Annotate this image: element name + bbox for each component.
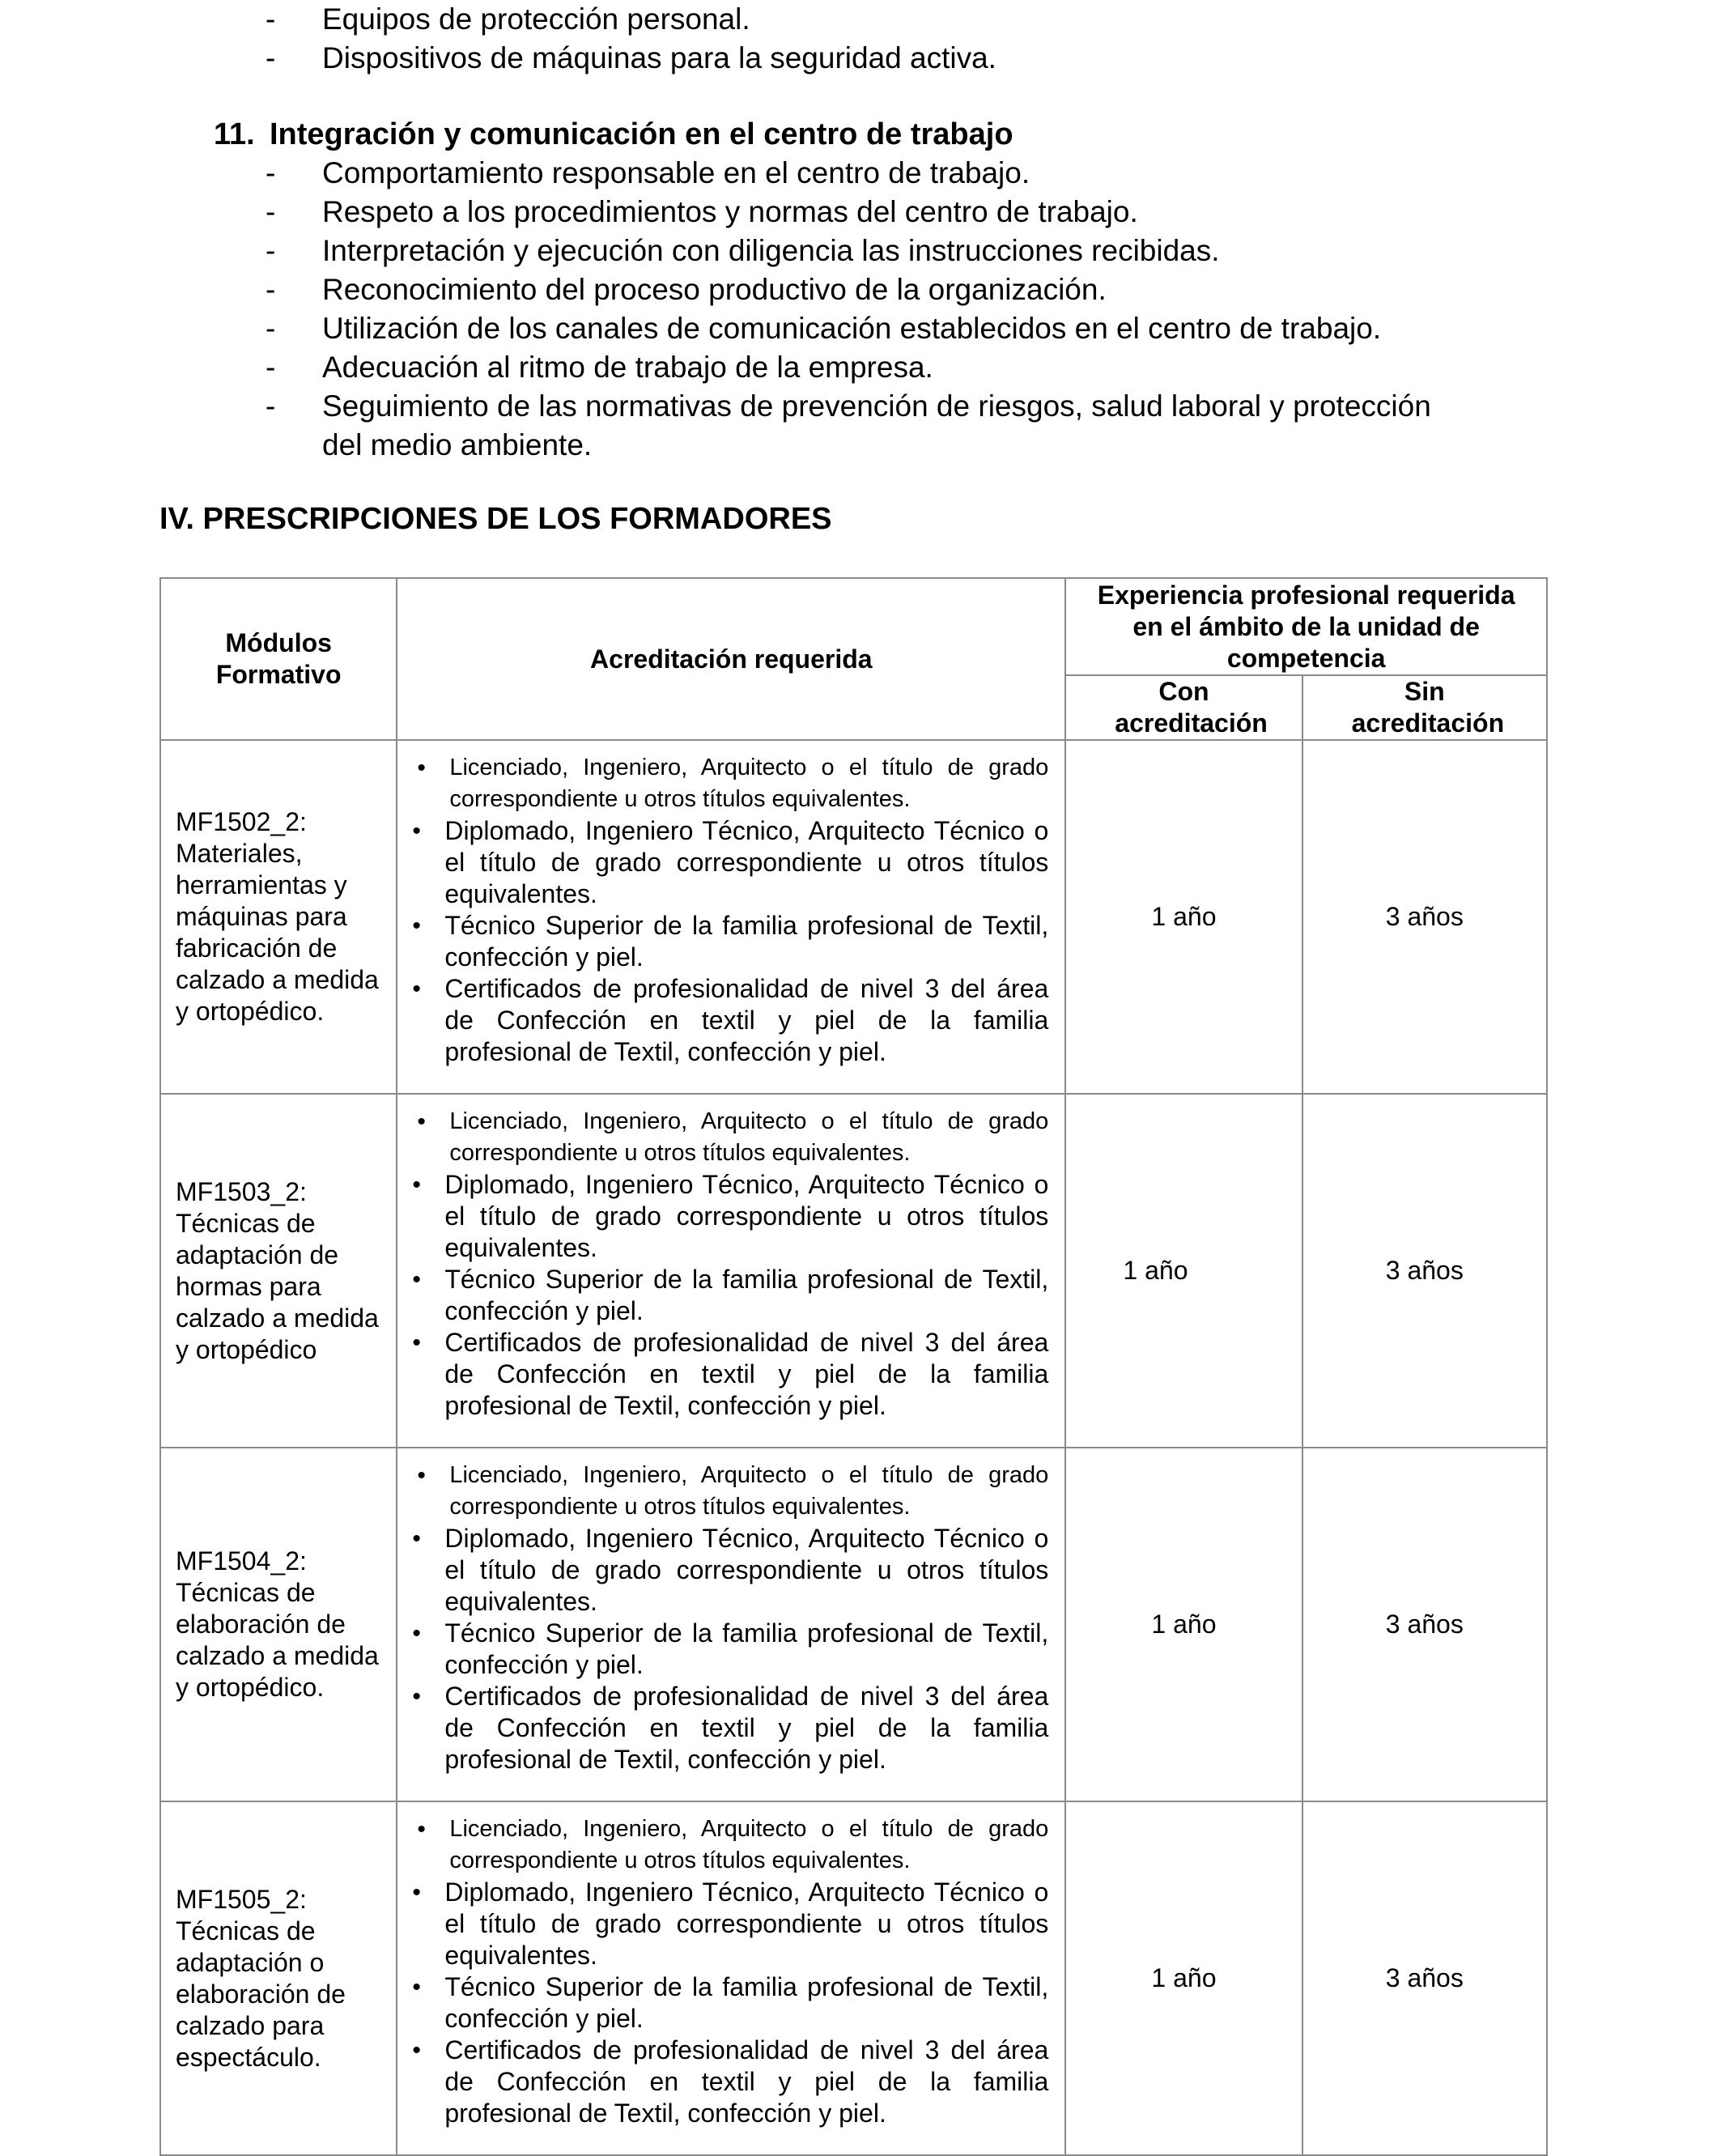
section-11-heading (214, 115, 1013, 154)
header-experiencia: Experiencia profesional requerida en el ámbito de la unidad de competencia (1065, 578, 1547, 675)
bullet-marker: • (412, 1525, 421, 1552)
table-row (160, 1801, 1547, 2155)
modulo-cell: MF1504_2: Técnicas de elaboración de calzado a medida y ortopédico. (160, 1448, 397, 1801)
acreditacion-list (409, 1106, 1048, 1422)
dash-marker: - (266, 273, 276, 306)
list-item: • Certificados de profesionalidad de nivel 3 del área de Confección en textil y piel de la familia profesional de Textil, confección y piel. (412, 1682, 1049, 1774)
list-item: • Diplomado, Ingeniero Técnico, Arquitecto Técnico o el título de grado correspondiente u otros títulos equivalentes. (412, 816, 1049, 908)
header-modulos: Módulos Formativo (160, 578, 397, 740)
list-item: - Utilización de los canales de comunicación establecidos en el centro de trabajo. (266, 309, 1447, 348)
dash-marker: - (266, 195, 276, 228)
acreditacion-cell (397, 1448, 1065, 1801)
dash-marker: - (266, 389, 276, 423)
dash-marker: - (266, 2, 276, 36)
list-item: • Certificados de profesionalidad de nivel 3 del área de Confección en textil y piel de la familia profesional de Textil, confección y piel. (412, 974, 1049, 1066)
table-header-row (160, 578, 1547, 675)
con-acreditacion-value: 1 año (1065, 1448, 1302, 1801)
sin-acreditacion-value: 3 años (1302, 1801, 1547, 2155)
list-item: - Seguimiento de las normativas de prevención de riesgos, salud laboral y protección del medio ambiente. (266, 387, 1447, 465)
con-acreditacion-value: 1 año (1065, 740, 1302, 1094)
top-dash-list (266, 0, 996, 78)
table-row (160, 1094, 1547, 1448)
list-item: - Dispositivos de máquinas para la seguridad activa. (266, 39, 996, 78)
section-11-list (266, 154, 1447, 465)
list-item: • Licenciado, Ingeniero, Arquitecto o el título de grado correspondiente u otros títulos equivalentes. (409, 752, 1048, 815)
list-item: - Reconocimiento del proceso productivo de la organización. (266, 270, 1447, 309)
bullet-marker: • (412, 912, 421, 939)
list-item: - Adecuación al ritmo de trabajo de la empresa. (266, 348, 1447, 387)
bullet-marker: • (417, 1108, 426, 1135)
bullet-marker: • (412, 1620, 421, 1647)
bullet-marker: • (412, 1974, 421, 2001)
bullet-marker: • (412, 1329, 421, 1356)
bullet-marker: • (412, 2037, 421, 2064)
sin-acreditacion-value: 3 años (1302, 1094, 1547, 1448)
list-item: • Certificados de profesionalidad de nivel 3 del área de Confección en textil y piel de la familia profesional de Textil, confección y piel. (412, 1328, 1049, 1420)
list-item: • Técnico Superior de la familia profesional de Textil, confección y piel. (412, 1618, 1049, 1679)
list-item: • Licenciado, Ingeniero, Arquitecto o el título de grado correspondiente u otros títulos equivalentes. (409, 1814, 1048, 1877)
bullet-marker: • (412, 818, 421, 844)
list-item: • Técnico Superior de la familia profesional de Textil, confección y piel. (412, 1265, 1049, 1325)
header-con-acreditacion: Con acreditación (1065, 675, 1302, 740)
dash-marker: - (266, 312, 276, 345)
table-row (160, 1448, 1547, 1801)
sin-acreditacion-value: 3 años (1302, 1448, 1547, 1801)
sin-acreditacion-value: 3 años (1302, 740, 1547, 1094)
acreditacion-cell (397, 1094, 1065, 1448)
modulo-cell: MF1503_2: Técnicas de adaptación de hormas para calzado a medida y ortopédico (160, 1094, 397, 1448)
list-item: • Diplomado, Ingeniero Técnico, Arquitecto Técnico o el título de grado correspondiente u otros títulos equivalentes. (412, 1524, 1049, 1616)
acreditacion-list (409, 1814, 1048, 2129)
list-item: - Equipos de protección personal. (266, 0, 996, 39)
header-acreditacion: Acreditación requerida (397, 578, 1065, 740)
list-item: • Diplomado, Ingeniero Técnico, Arquitecto Técnico o el título de grado correspondiente u otros títulos equivalentes. (412, 1170, 1049, 1262)
bullet-marker: • (412, 1879, 421, 1906)
table-row (160, 740, 1547, 1094)
acreditacion-cell (397, 740, 1065, 1094)
bullet-marker: • (417, 1816, 426, 1843)
section-iv-heading: IV. PRESCRIPCIONES DE LOS FORMADORES (159, 502, 832, 536)
list-item: • Licenciado, Ingeniero, Arquitecto o el título de grado correspondiente u otros títulos equivalentes. (409, 1460, 1048, 1523)
bullet-marker: • (417, 1462, 426, 1489)
list-item: • Diplomado, Ingeniero Técnico, Arquitecto Técnico o el título de grado correspondiente u otros títulos equivalentes. (412, 1877, 1049, 1970)
section-title: Integración y comunicación en el centro de trabajo (270, 117, 1013, 151)
dash-marker: - (266, 156, 276, 189)
list-item: • Técnico Superior de la familia profesional de Textil, confección y piel. (412, 911, 1049, 972)
dash-marker: - (266, 351, 276, 384)
modulo-cell: MF1502_2: Materiales, herramientas y máquinas para fabricación de calzado a medida y ortopédico. (160, 740, 397, 1094)
bullet-marker: • (412, 1266, 421, 1293)
dash-marker: - (266, 234, 276, 267)
formadores-table (159, 577, 1548, 2156)
bullet-marker: • (412, 1172, 421, 1198)
con-acreditacion-value: 1 año (1065, 1801, 1302, 2155)
list-item: • Certificados de profesionalidad de nivel 3 del área de Confección en textil y piel de la familia profesional de Textil, confección y piel. (412, 2035, 1049, 2128)
list-item: • Técnico Superior de la familia profesional de Textil, confección y piel. (412, 1972, 1049, 2033)
acreditacion-cell (397, 1801, 1065, 2155)
dash-marker: - (266, 41, 276, 74)
list-item: • Licenciado, Ingeniero, Arquitecto o el título de grado correspondiente u otros títulos equivalentes. (409, 1106, 1048, 1169)
modulo-cell: MF1505_2: Técnicas de adaptación o elaboración de calzado para espectáculo. (160, 1801, 397, 2155)
acreditacion-list (409, 1460, 1048, 1775)
bullet-marker: • (412, 1683, 421, 1710)
section-number: 11. (214, 117, 255, 151)
list-item: - Comportamiento responsable en el centro de trabajo. (266, 154, 1447, 193)
header-sin-acreditacion: Sin acreditación (1302, 675, 1547, 740)
bullet-marker: • (417, 755, 426, 781)
acreditacion-list (409, 752, 1048, 1068)
list-item: - Respeto a los procedimientos y normas del centro de trabajo. (266, 193, 1447, 232)
con-acreditacion-value: 1 año (1065, 1094, 1302, 1448)
bullet-marker: • (412, 976, 421, 1002)
list-item: - Interpretación y ejecución con diligencia las instrucciones recibidas. (266, 232, 1447, 270)
